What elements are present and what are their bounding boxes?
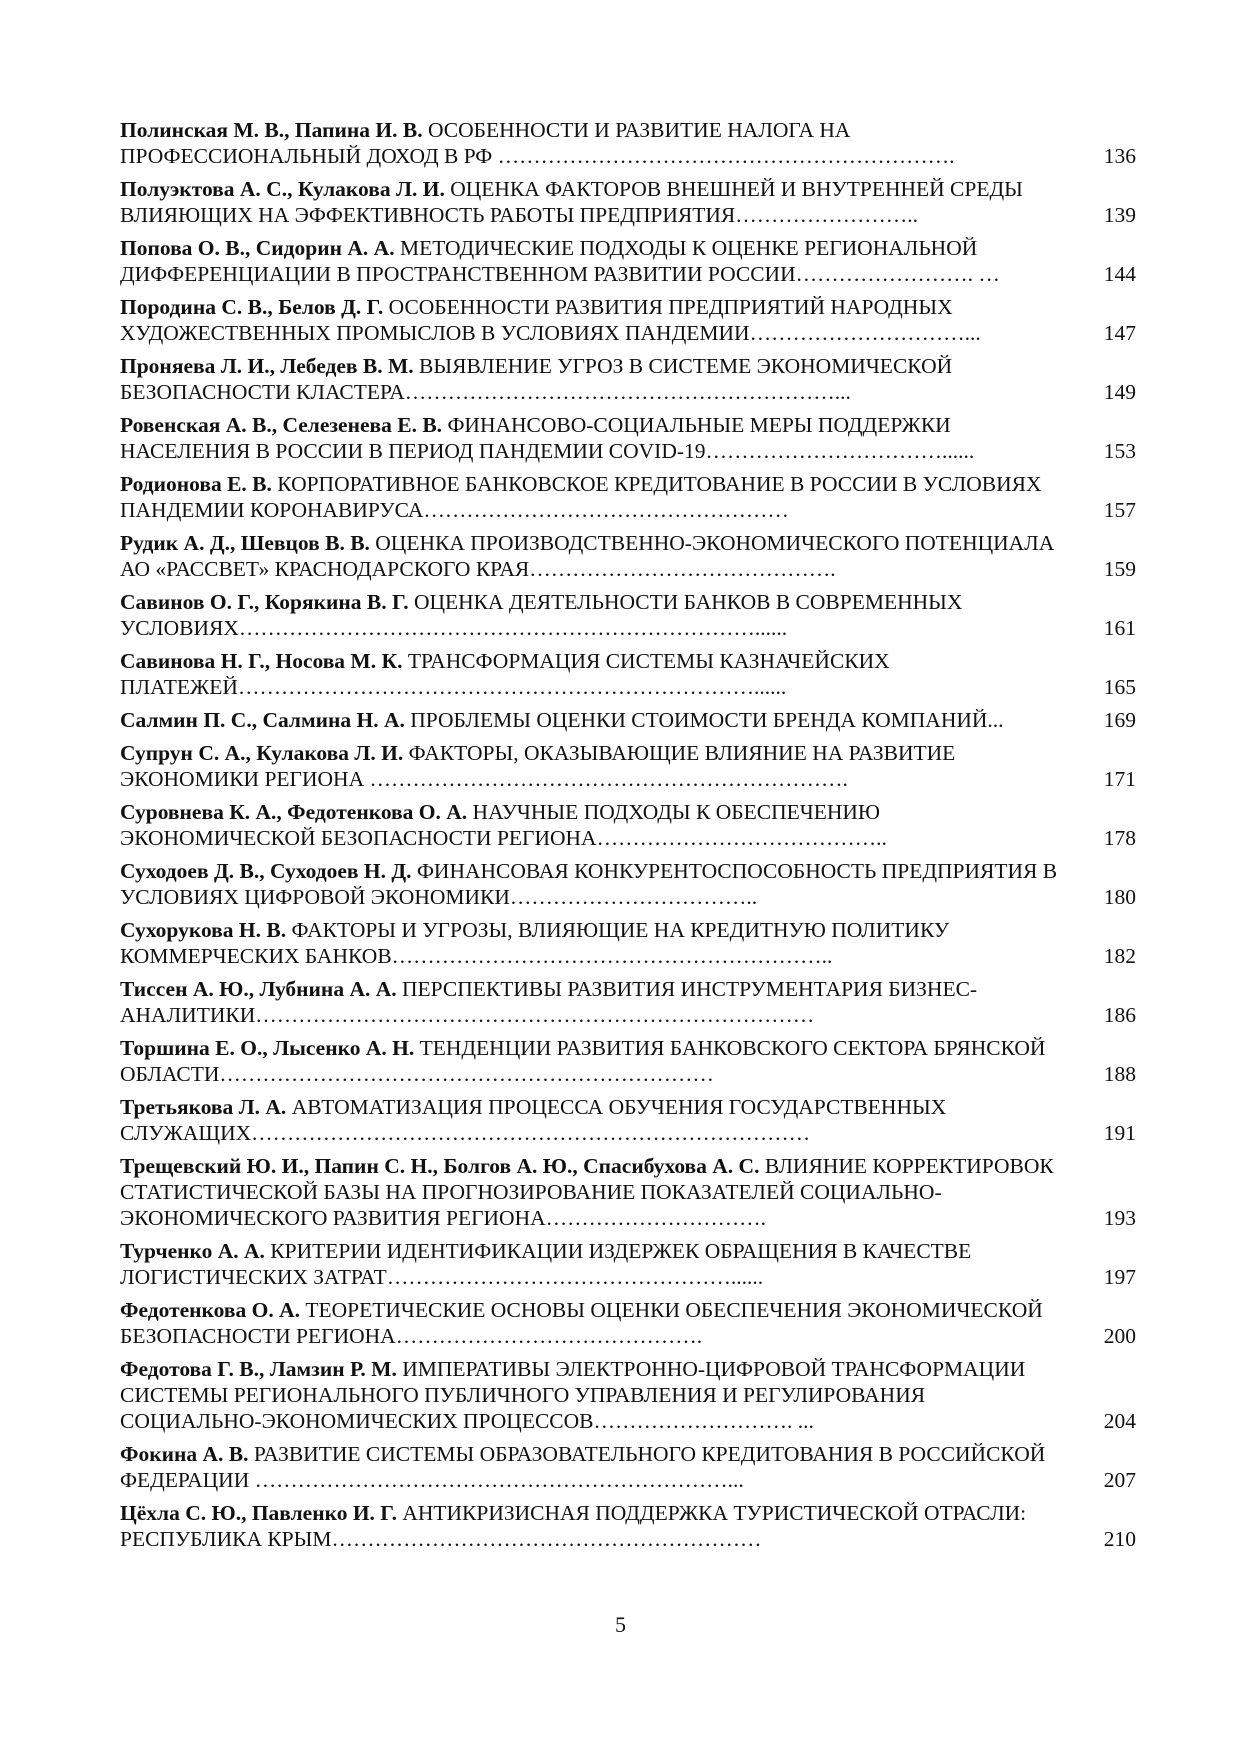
toc-entry-title: КРИТЕРИИ ИДЕНТИФИКАЦИИ ИЗДЕРЖЕК ОБРАЩЕНИЯ В КАЧЕСТВЕ ЛОГИСТИЧЕСКИХ ЗАТРАТ xyxy=(120,1239,972,1289)
toc-entry-text xyxy=(120,294,1076,346)
toc-entry-page: 200 xyxy=(1103,1324,1136,1348)
toc-entry-page: 165 xyxy=(1103,675,1136,699)
toc-entry xyxy=(120,1035,1136,1087)
toc-entry-text xyxy=(120,917,1076,969)
toc-entry-text xyxy=(120,858,1076,910)
toc-entry-leader: ……………………………………………………... xyxy=(404,380,851,404)
toc-entry-title: ТЕОРЕТИЧЕСКИЕ ОСНОВЫ ОЦЕНКИ ОБЕСПЕЧЕНИЯ ЭКОНОМИЧЕСКОЙ БЕЗОПАСНОСТИ РЕГИОНА xyxy=(120,1298,1043,1348)
toc-entry-leader: …………………………………………………………………… xyxy=(251,1121,811,1145)
toc-entry-page: 171 xyxy=(1103,767,1136,791)
toc-entry xyxy=(120,1500,1136,1552)
toc-entry-authors: Ровенская А. В., Селезенева Е. В. xyxy=(120,413,443,437)
toc-entry-authors: Сухорукова Н. В. xyxy=(120,918,287,942)
toc-entry-title: ТЕНДЕНЦИИ РАЗВИТИЯ БАНКОВСКОГО СЕКТОРА БРЯНСКОЙ ОБЛАСТИ xyxy=(120,1036,1046,1086)
toc-entry-title: НАУЧНЫЕ ПОДХОДЫ К ОБЕСПЕЧЕНИЮ ЭКОНОМИЧЕСКОЙ БЕЗОПАСНОСТИ РЕГИОНА xyxy=(120,800,880,850)
toc-entry-authors: Породина С. В., Белов Д. Г. xyxy=(120,295,384,319)
toc-entry-authors: Савинов О. Г., Корякина В. Г. xyxy=(120,590,409,614)
toc-entry xyxy=(120,412,1136,464)
toc-entry-leader: ………………………………………………………. xyxy=(492,144,955,168)
toc-entry xyxy=(120,353,1136,405)
toc-entry xyxy=(120,235,1136,287)
toc-entry-authors: Торшина Е. О., Лысенко А. Н. xyxy=(120,1036,415,1060)
toc-entry-title: ФАКТОРЫ, ОКАЗЫВАЮЩИЕ ВЛИЯНИЕ НА РАЗВИТИЕ ЭКОНОМИКИ РЕГИОНА xyxy=(120,741,956,791)
toc-entry-authors: Полинская М. В., Папина И. В. xyxy=(120,118,423,142)
toc-entry xyxy=(120,917,1136,969)
toc-entry-title: КОРПОРАТИВНОЕ БАНКОВСКОЕ КРЕДИТОВАНИЕ В РОССИИ В УСЛОВИЯХ ПАНДЕМИИ КОРОНАВИРУСА xyxy=(120,472,1042,522)
toc-entry xyxy=(120,976,1136,1028)
toc-entry-authors: Цёхла С. Ю., Павленко И. Г. xyxy=(120,1501,397,1525)
toc-entry-title: ВЫЯВЛЕНИЕ УГРОЗ В СИСТЕМЕ ЭКОНОМИЧЕСКОЙ БЕЗОПАСНОСТИ КЛАСТЕРА xyxy=(120,354,953,404)
toc-entry-leader: ……………………………………. xyxy=(529,557,836,581)
toc-entry-title: МЕТОДИЧЕСКИЕ ПОДХОДЫ К ОЦЕНКЕ РЕГИОНАЛЬНОЙ ДИФФЕРЕНЦИАЦИИ В ПРОСТРАНСТВЕННОМ РАЗВИТИИ РОССИИ xyxy=(120,236,978,286)
toc-entry-text xyxy=(120,530,1076,582)
toc-entry-page: 153 xyxy=(1103,439,1136,463)
toc-entry-title: АНТИКРИЗИСНАЯ ПОДДЕРЖКА ТУРИСТИЧЕСКОЙ ОТРАСЛИ: РЕСПУБЛИКА КРЫМ xyxy=(120,1501,1027,1551)
toc-entry xyxy=(120,1238,1136,1290)
toc-entry xyxy=(120,530,1136,582)
toc-entry-title: ФИНАНСОВО-СОЦИАЛЬНЫЕ МЕРЫ ПОДДЕРЖКИ НАСЕЛЕНИЯ В РОССИИ В ПЕРИОД ПАНДЕМИИ COVID-19 xyxy=(120,413,951,463)
toc-entry-page: 144 xyxy=(1103,262,1136,286)
toc-entry-authors: Трещевский Ю. И., Папин С. Н., Болгов А. Ю., Спасибухова А. С. xyxy=(120,1154,760,1178)
toc-entry-page: 193 xyxy=(1103,1206,1136,1230)
toc-entry-authors: Полуэктова А. С., Кулакова Л. И. xyxy=(120,177,445,201)
toc-entry-text xyxy=(120,1238,1076,1290)
toc-entry-leader: …………………………………………… xyxy=(423,498,789,522)
toc-entry-text xyxy=(120,235,1076,287)
toc-entry-page: 159 xyxy=(1103,557,1136,581)
toc-entry-text xyxy=(120,1500,1076,1552)
toc-entry-authors: Тиссен А. Ю., Лубнина А. А. xyxy=(120,977,397,1001)
toc-entry-text xyxy=(120,707,1076,733)
toc-entry-leader: …………………………………………………………... xyxy=(249,1468,744,1492)
toc-entry-text xyxy=(120,1356,1076,1434)
toc-entry-leader: …………………………... xyxy=(749,321,981,345)
toc-entry-leader: ………………………. ... xyxy=(593,1409,814,1433)
toc-entry-text xyxy=(120,589,1076,641)
toc-entry-title: ОЦЕНКА ДЕЯТЕЛЬНОСТИ БАНКОВ В СОВРЕМЕННЫХ УСЛОВИЯХ xyxy=(120,590,963,640)
toc-entry xyxy=(120,858,1136,910)
toc-entry-leader: ... xyxy=(987,708,1004,732)
toc-entry xyxy=(120,294,1136,346)
toc-entry-leader: ………………………………………………………………...... xyxy=(238,616,788,640)
toc-entry-page: 186 xyxy=(1103,1003,1136,1027)
toc-entry-title: ПЕРСПЕКТИВЫ РАЗВИТИЯ ИНСТРУМЕНТАРИЯ БИЗНЕС-АНАЛИТИКИ xyxy=(120,977,978,1027)
toc-entry-text xyxy=(120,471,1076,523)
toc-entry-page: 182 xyxy=(1103,944,1136,968)
toc-entry-page: 147 xyxy=(1103,321,1136,345)
toc-entry xyxy=(120,589,1136,641)
toc-entry-page: 191 xyxy=(1103,1121,1136,1145)
toc-entry-page: 204 xyxy=(1103,1409,1136,1433)
toc-entry-leader: …………………………………………………… xyxy=(331,1527,762,1551)
toc-entry-leader: ……………………………………. xyxy=(395,1324,703,1348)
toc-entry-page: 210 xyxy=(1103,1527,1136,1551)
toc-entry-leader: ……………………. … xyxy=(795,262,1000,286)
toc-entry xyxy=(120,176,1136,228)
toc-entry-leader: …………………………….. xyxy=(509,885,758,909)
toc-entry-title: ОЦЕНКА ФАКТОРОВ ВНЕШНЕЙ И ВНУТРЕННЕЙ СРЕДЫ ВЛИЯЮЩИХ НА ЭФФЕКТИВНОСТЬ РАБОТЫ ПРЕДПРИЯТИЯ xyxy=(120,177,1023,227)
toc-entry-authors: Турченко А. А. xyxy=(120,1239,265,1263)
toc-entry-authors: Родионова Е. В. xyxy=(120,472,272,496)
toc-entry-leader: …………………….. xyxy=(735,203,918,227)
toc-entry-text xyxy=(120,1441,1076,1493)
toc-entry-page: 197 xyxy=(1103,1265,1136,1289)
toc-entry xyxy=(120,1297,1136,1349)
toc-entry xyxy=(120,799,1136,851)
toc-entry-leader: …………………………………………...... xyxy=(386,1265,764,1289)
toc-entry-title: ОСОБЕННОСТИ РАЗВИТИЯ ПРЕДПРИЯТИЙ НАРОДНЫХ ХУДОЖЕСТВЕННЫХ ПРОМЫСЛОВ В УСЛОВИЯХ ПАНДЕМИИ xyxy=(120,295,953,345)
toc-entry-authors: Третьякова Л. А. xyxy=(120,1095,287,1119)
toc-entry-text xyxy=(120,1035,1076,1087)
toc-entry-title: ВЛИЯНИЕ КОРРЕКТИРОВОК СТАТИСТИЧЕСКОЙ БАЗЫ НА ПРОГНОЗИРОВАНИЕ ПОКАЗАТЕЛЕЙ СОЦИАЛЬНО-ЭКОНОМИЧЕСКОГО РАЗВИТИЯ РЕГИОНА xyxy=(120,1154,1054,1230)
toc-entry xyxy=(120,1356,1136,1434)
toc-entry-text xyxy=(120,412,1076,464)
toc-entry-authors: Фокина А. В. xyxy=(120,1442,249,1466)
toc-entry-authors: Савинова Н. Г., Носова М. К. xyxy=(120,649,403,673)
toc-entry-page: 188 xyxy=(1103,1062,1136,1086)
toc-entry-title: ОСОБЕННОСТИ И РАЗВИТИЕ НАЛОГА НА ПРОФЕССИОНАЛЬНЫЙ ДОХОД В РФ xyxy=(120,118,851,168)
toc-entry-text xyxy=(120,1153,1076,1231)
toc-entry-text xyxy=(120,648,1076,700)
toc-entry xyxy=(120,1153,1136,1231)
toc-entry-authors: Салмин П. С., Салмина Н. А. xyxy=(120,708,405,732)
toc-entry-text xyxy=(120,740,1076,792)
toc-entry-page: 207 xyxy=(1103,1468,1136,1492)
toc-entry-title: АВТОМАТИЗАЦИЯ ПРОЦЕССА ОБУЧЕНИЯ ГОСУДАРСТВЕННЫХ СЛУЖАЩИХ xyxy=(120,1095,947,1145)
toc-entry-text xyxy=(120,976,1076,1028)
toc-entry-page: 149 xyxy=(1103,380,1136,404)
toc-entry-leader: ………………………………….. xyxy=(596,826,887,850)
toc-entry xyxy=(120,1094,1136,1146)
toc-entry-page: 157 xyxy=(1103,498,1136,522)
table-of-contents xyxy=(120,117,1136,1559)
toc-entry-authors: Суровнева К. А., Федотенкова О. А. xyxy=(120,800,468,824)
toc-entry-authors: Суходоев Д. В., Суходоев Н. Д. xyxy=(120,859,412,883)
toc-entry-authors: Федотова Г. В., Ламзин Р. М. xyxy=(120,1357,397,1381)
toc-entry-title: РАЗВИТИЕ СИСТЕМЫ ОБРАЗОВАТЕЛЬНОГО КРЕДИТОВАНИЯ В РОССИЙСКОЙ ФЕДЕРАЦИИ xyxy=(120,1442,1046,1492)
toc-entry-title: ФАКТОРЫ И УГРОЗЫ, ВЛИЯЮЩИЕ НА КРЕДИТНУЮ ПОЛИТИКУ КОММЕРЧЕСКИХ БАНКОВ xyxy=(120,918,950,968)
toc-entry-text xyxy=(120,1297,1076,1349)
toc-entry-title: ОЦЕНКА ПРОИЗВОДСТВЕННО-ЭКОНОМИЧЕСКОГО ПОТЕНЦИАЛА АО «РАССВЕТ» КРАСНОДАРСКОГО КРАЯ xyxy=(120,531,1055,581)
toc-entry-leader: …………………………………………………….. xyxy=(391,944,833,968)
toc-entry-page: 136 xyxy=(1103,144,1136,168)
toc-entry-leader: ……………………………...... xyxy=(705,439,975,463)
toc-entry-title: ФИНАНСОВАЯ КОНКУРЕНТОСПОСОБНОСТЬ ПРЕДПРИЯТИЯ В УСЛОВИЯХ ЦИФРОВОЙ ЭКОНОМИКИ xyxy=(120,859,1058,909)
toc-entry-text xyxy=(120,117,1076,169)
toc-entry-page: 169 xyxy=(1103,708,1136,732)
toc-entry-title: ТРАНСФОРМАЦИЯ СИСТЕМЫ КАЗНАЧЕЙСКИХ ПЛАТЕЖЕЙ xyxy=(120,649,890,699)
toc-entry xyxy=(120,117,1136,169)
toc-entry-text xyxy=(120,799,1076,851)
toc-entry-page: 178 xyxy=(1103,826,1136,850)
toc-entry xyxy=(120,707,1136,733)
toc-entry xyxy=(120,648,1136,700)
toc-entry-authors: Попова О. В., Сидорин А. А. xyxy=(120,236,395,260)
toc-entry xyxy=(120,471,1136,523)
toc-entry-title: ПРОБЛЕМЫ ОЦЕНКИ СТОИМОСТИ БРЕНДА КОМПАНИЙ xyxy=(410,708,988,732)
toc-entry-page: 161 xyxy=(1103,616,1136,640)
toc-entry-leader: …………………………………………………………………… xyxy=(255,1003,815,1027)
toc-entry-text xyxy=(120,176,1076,228)
toc-entry-title: ИМПЕРАТИВЫ ЭЛЕКТРОННО-ЦИФРОВОЙ ТРАНСФОРМАЦИИ СИСТЕМЫ РЕГИОНАЛЬНОГО ПУБЛИЧНОГО УПРАВЛЕНИЯ И РЕГУЛИРОВАНИЯ СОЦИАЛЬНО-ЭКОНОМИЧЕСКИХ ПРОЦЕССОВ xyxy=(120,1357,1026,1433)
toc-entry xyxy=(120,740,1136,792)
toc-entry-authors: Супрун С. А., Кулакова Л. И. xyxy=(120,741,404,765)
toc-entry-page: 180 xyxy=(1103,885,1136,909)
toc-entry xyxy=(120,1441,1136,1493)
toc-entry-leader: …………………………………………………………… xyxy=(219,1062,714,1086)
toc-entry-authors: Проняева Л. И., Лебедев В. М. xyxy=(120,354,414,378)
toc-entry-authors: Рудик А. Д., Шевцов В. В. xyxy=(120,531,370,555)
toc-entry-leader: …………………………………………………………. xyxy=(364,767,848,791)
toc-entry-leader: …………………………. xyxy=(545,1206,767,1230)
toc-entry-text xyxy=(120,1094,1076,1146)
page-number: 5 xyxy=(615,1612,626,1637)
toc-entry-page: 139 xyxy=(1103,203,1136,227)
toc-entry-leader: ………………………………………………………………...... xyxy=(237,675,787,699)
toc-entry-authors: Федотенкова О. А. xyxy=(120,1298,300,1322)
toc-entry-text xyxy=(120,353,1076,405)
